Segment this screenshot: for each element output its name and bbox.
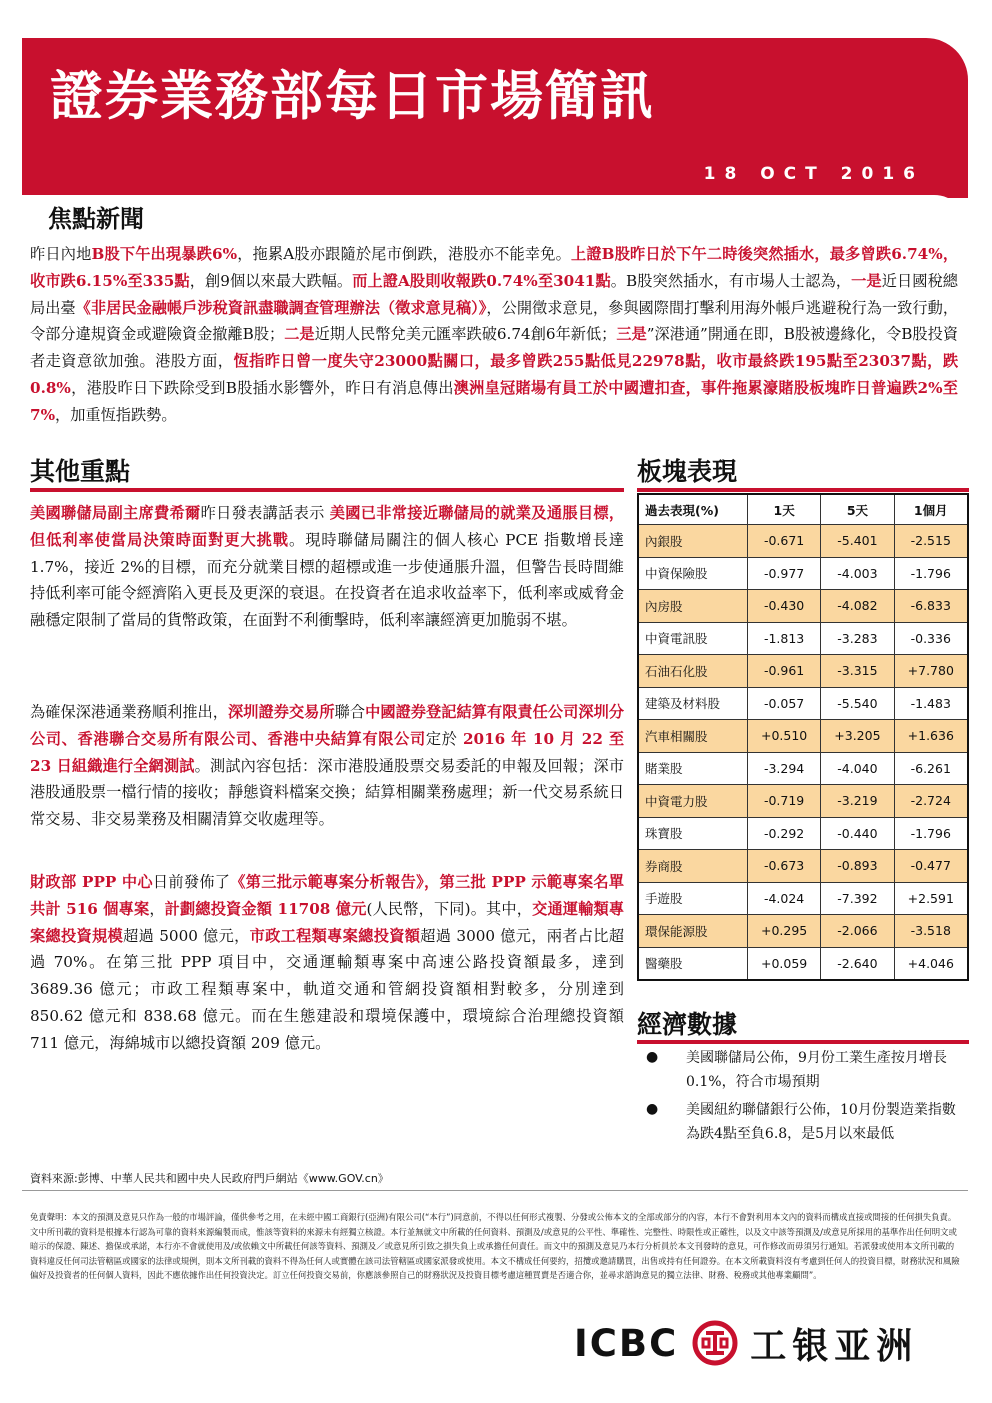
value-1m: -0.336 xyxy=(894,622,968,655)
value-5d: +3.205 xyxy=(821,720,894,753)
sector-name: 石油石化股 xyxy=(638,655,747,688)
value-1d: -0.430 xyxy=(747,590,820,623)
others-paragraph-3 xyxy=(30,869,624,1057)
others-paragraph-2 xyxy=(30,699,624,833)
value-1m: -1.483 xyxy=(894,687,968,720)
sector-name: 內房股 xyxy=(638,590,747,623)
value-1m: -6.833 xyxy=(894,590,968,623)
table-row xyxy=(638,687,968,720)
value-1m: -1.796 xyxy=(894,817,968,850)
value-5d: -4.082 xyxy=(821,590,894,623)
value-1m: -0.477 xyxy=(894,850,968,883)
body-text: 。現時聯儲局關注的個人核心 PCE 指數增長達 1.7%，接近 2%的目標，而充分就業目標的超標或進一步使通脹升溫，但警告長時間維持低利率可能令經濟陷入更長及更深的衰退。在投資者在追求收益率下，低利率或威脅金融穩定限制了當局的貨幣政策，在面對不利衝擊時，低利率讓經濟更加脆弱不堪。 xyxy=(30,530,624,630)
body-text: ，港股昨日下跌除受到B股插水影響外，昨日有消息傳出 xyxy=(70,378,454,397)
body-text: 超過 3000 億元，兩者占比超過 70%。在第三批 PPP 項目中，交通運輸類專案中高速公路投資額最多，達到 3689.36 億元；市政工程類專案中，軌道交通和管網投資額相對較多，分別達到 850.62 億元和 838.68 億元。而在生態建設和環境保護中，環境綜合治理總投資額 711 億元，海綿城市以總投資額 209 億元。 xyxy=(30,926,625,1052)
table-row xyxy=(638,915,968,948)
value-1m: +7.780 xyxy=(894,655,968,688)
focus-heading: 焦點新聞 xyxy=(48,204,144,233)
col-header: 1個月 xyxy=(894,494,968,525)
table-row xyxy=(638,752,968,785)
value-1d: -0.719 xyxy=(747,785,820,818)
sector-divider xyxy=(637,488,969,492)
body-text: 。測試內容包括：深市港股通股票交易委託的申報及回報；深市港股通股票一檔行情的接收；靜態資料檔案交換；結算相關業務處理；新一代交易系統日常交易、非交易業務及相關清算交收處理等。 xyxy=(30,756,624,829)
body-text: ， xyxy=(149,899,165,918)
sector-name: 賭業股 xyxy=(638,752,747,785)
value-1m: -1.796 xyxy=(894,557,968,590)
value-1m: -6.261 xyxy=(894,752,968,785)
economy-item: 美國聯儲局公佈，9月份工業生產按月增長0.1%，符合市場預期 xyxy=(686,1050,947,1090)
table-row xyxy=(638,622,968,655)
highlight-text: 美國聯儲局副主席費希爾 xyxy=(30,504,201,522)
sector-heading: 板塊表現 xyxy=(637,457,738,486)
value-1m: -3.518 xyxy=(894,915,968,948)
value-5d: -0.893 xyxy=(821,850,894,883)
col-header: 過去表現(%) xyxy=(638,494,747,525)
highlight-text: 恆指昨日曾一度失守23000點關口，最多曾跌255點低見22978點，收市最終跌195點至23037點，跌0.8% xyxy=(30,352,959,397)
sector-name: 中資電訊股 xyxy=(638,622,747,655)
highlight-text: 深圳證券交易所 xyxy=(228,703,335,721)
highlight-text: 財政部 PPP 中心 xyxy=(30,873,153,891)
body-text: 昨日發表講話表示 xyxy=(200,504,330,522)
body-text: 近期人民幣兌美元匯率跌破6.74創6年新低； xyxy=(314,325,617,344)
table-row xyxy=(638,525,968,558)
highlight-text: 計劃總投資金額 11708 億元 xyxy=(164,899,367,918)
value-5d: -5.540 xyxy=(821,687,894,720)
value-1d: -0.961 xyxy=(747,655,820,688)
economy-divider xyxy=(637,1040,969,1044)
col-header: 1天 xyxy=(747,494,820,525)
value-5d: -4.040 xyxy=(821,752,894,785)
footer-divider xyxy=(22,1190,968,1191)
value-5d: -2.640 xyxy=(821,947,894,980)
body-text: 昨日內地 xyxy=(30,245,92,263)
value-1m: +2.591 xyxy=(894,882,968,915)
focus-paragraph xyxy=(30,241,958,429)
sector-name: 汽車相關股 xyxy=(638,720,747,753)
table-row xyxy=(638,882,968,915)
sector-name: 中資電力股 xyxy=(638,785,747,818)
value-1d: -3.294 xyxy=(747,752,820,785)
value-1d: -1.813 xyxy=(747,622,820,655)
value-1d: -0.977 xyxy=(747,557,820,590)
highlight-text: 二是 xyxy=(284,325,315,344)
body-text: 近日國稅總局出臺 xyxy=(30,271,958,317)
table-row xyxy=(638,590,968,623)
table-row xyxy=(638,720,968,753)
page-title: 證券業務部每日市場簡訊 xyxy=(50,66,655,127)
sector-name: 環保能源股 xyxy=(638,915,747,948)
others-heading: 其他重點 xyxy=(30,457,131,486)
highlight-text: B股下午出現暴跌6% xyxy=(91,245,238,263)
body-text: 定於 xyxy=(425,729,463,748)
value-1d: -0.673 xyxy=(747,850,820,883)
highlight-text: 澳洲皇冠賭場有員工於中國遭扣查，事件拖累濠賭股板塊昨日普遍跌2%至7% xyxy=(30,378,958,424)
value-5d: -7.392 xyxy=(821,882,894,915)
highlight-text: 市政工程類專案總投資額 xyxy=(249,926,421,945)
col-header: 5天 xyxy=(821,494,894,525)
body-text: 超過 5000 億元， xyxy=(123,926,250,945)
header-banner xyxy=(22,38,968,198)
body-text: ，拖累A股亦跟隨於尾市倒跌，港股亦不能幸免。 xyxy=(237,245,571,263)
value-5d: -3.283 xyxy=(821,622,894,655)
sector-name: 內銀股 xyxy=(638,525,747,558)
icbc-logo xyxy=(574,1318,918,1368)
report-date: 18 OCT 2016 xyxy=(703,164,924,184)
value-5d: -3.315 xyxy=(821,655,894,688)
highlight-text: 三是 xyxy=(616,325,647,344)
highlight-text: 《第三批示範專案分析報告》，第三批 PPP 示範專案名單共計 516 個專案 xyxy=(30,873,624,918)
others-paragraph-1 xyxy=(30,500,624,634)
table-row xyxy=(638,557,968,590)
logo-text-en: ICBC xyxy=(574,1321,679,1365)
bullet-icon: ● xyxy=(646,1049,659,1065)
value-5d: -3.219 xyxy=(821,785,894,818)
highlight-text: 《非居民金融帳戶涉稅資訊盡職調查管理辦法（徵求意見稿）》 xyxy=(75,298,487,317)
table-row xyxy=(638,785,968,818)
sector-name: 手遊股 xyxy=(638,882,747,915)
body-text: 。B股突然插水，有市場人士認為， xyxy=(610,271,852,290)
body-text: (人民幣，下同)。其中， xyxy=(366,899,533,918)
sector-table xyxy=(637,493,969,981)
sector-name: 券商股 xyxy=(638,850,747,883)
value-1m: +4.046 xyxy=(894,947,968,980)
economy-heading: 經濟數據 xyxy=(637,1010,738,1039)
highlight-text: 而上證A股則收報跌0.74%至3041點 xyxy=(352,271,611,290)
disclaimer: 免責聲明：本文的預測及意見只作為一般的市場評論，僅供參考之用，在未經中國工商銀行(亞洲)有限公司(“本行”)同意前，不得以任何形式複製、分發或公佈本文的全部或部分的內容，本行不會對利用本文內的資料而構成直接或間接的任何損失負責。文中所刊載的資料是根據本行認為可靠的資料來源編製而成，惟該等資料的來源未有經獨立核證。本行並無就文中所載的任何資料、預測及/或意見的公平性、準確性、完整性、時限性或正確性，以及文中該等預測及/或意見所採用的基準作出任何明文或暗示的保證、陳述、擔保或承諾，本行亦不會就使用及/或依賴文中所載任何該等資料、預測及／或意見所引致之損失負上或承擔任何責任。而文中的預測及意見乃本行分析員於本文刊發時的意見，可作修改而毋須另行通知。若派發或使用本文所刊載的資料違反任何司法管轄區或國家的法律或規例，則本文所刊載的資料不得為任何人或實體在該司法管轄區或國家派發或使用。本文不構成任何要約，招攬或邀請購買，出售或持有任何證券。在本文所載資料沒有考慮到任何人的投資目標，財務狀況和風險偏好及投資者的任何個人資料，因此不應依據作出任何投資決定。訂立任何投資交易前，你應該參照自己的財務狀況及投資目標考慮這種買賣是否適合你，並尋求諮詢意見的獨立法律、財務、稅務或其他專業顧問”。 xyxy=(30,1212,960,1281)
value-1m: -2.515 xyxy=(894,525,968,558)
sector-name: 建築及材料股 xyxy=(638,687,747,720)
value-1d: -0.057 xyxy=(747,687,820,720)
highlight-text: 美國已非常接近聯儲局的就業及通脹目標，但低利率使當局決策時面對更大挑戰 xyxy=(30,504,625,549)
highlight-text: 交通運輸類專案總投資規模 xyxy=(30,899,624,945)
sector-name: 中資保險股 xyxy=(638,557,747,590)
value-5d: -4.003 xyxy=(821,557,894,590)
value-1d: -0.292 xyxy=(747,817,820,850)
sector-name: 醫藥股 xyxy=(638,947,747,980)
data-source: 資料來源:彭博、中華人民共和國中央人民政府門戶網站《www.GOV.cn》 xyxy=(30,1172,389,1185)
value-1m: -2.724 xyxy=(894,785,968,818)
highlight-text: 中國證券登記結算有限責任公司深圳分公司、香港聯合交易所有限公司、香港中央結算有限公司 xyxy=(30,703,625,748)
logo-text-cn: 工银亚洲 xyxy=(750,1325,919,1367)
body-text: ”深港通”開通在即，B股被邊緣化，令B股投資者走資意欲加強。港股方面， xyxy=(30,325,959,371)
value-1d: +0.510 xyxy=(747,720,820,753)
sector-name: 珠寶股 xyxy=(638,817,747,850)
value-5d: -2.066 xyxy=(821,915,894,948)
economy-item: 美國紐約聯儲銀行公佈，10月份製造業指數為跌4點至負6.8，是5月以來最低 xyxy=(686,1102,956,1142)
body-text: ，加重恆指跌勢。 xyxy=(55,405,177,424)
value-1d: -4.024 xyxy=(747,882,820,915)
bullet-icon: ● xyxy=(646,1101,659,1117)
value-5d: -0.440 xyxy=(821,817,894,850)
table-row xyxy=(638,655,968,688)
table-row xyxy=(638,817,968,850)
body-text: ，公開徵求意見，參與國際間打擊利用海外帳戶逃避稅行為一致行動，令部分違規資金或避險資金撤離B股； xyxy=(30,298,959,344)
body-text: 為確保深港通業務順利推出， xyxy=(30,703,229,721)
value-1d: -0.671 xyxy=(747,525,820,558)
icbc-mark-icon xyxy=(692,1320,738,1366)
highlight-text: 2016 年 10 月 22 至 23 日組織進行全網測試 xyxy=(30,729,625,775)
body-text: ，創9個以來最大跌幅。 xyxy=(189,271,353,290)
sector-table-header xyxy=(638,494,968,525)
value-1m: +1.636 xyxy=(894,720,968,753)
body-text: 日前發佈了 xyxy=(152,873,231,891)
value-1d: +0.295 xyxy=(747,915,820,948)
body-text: 聯合 xyxy=(334,703,366,721)
value-1d: +0.059 xyxy=(747,947,820,980)
heading-tab xyxy=(22,195,968,235)
highlight-text: 上證B股昨日於下午二時後突然插水，最多曾跌6.74%，收市跌6.15%至335點 xyxy=(30,245,959,290)
highlight-text: 一是 xyxy=(851,271,882,290)
others-divider xyxy=(30,488,624,492)
table-row xyxy=(638,947,968,980)
value-5d: -5.401 xyxy=(821,525,894,558)
table-row xyxy=(638,850,968,883)
